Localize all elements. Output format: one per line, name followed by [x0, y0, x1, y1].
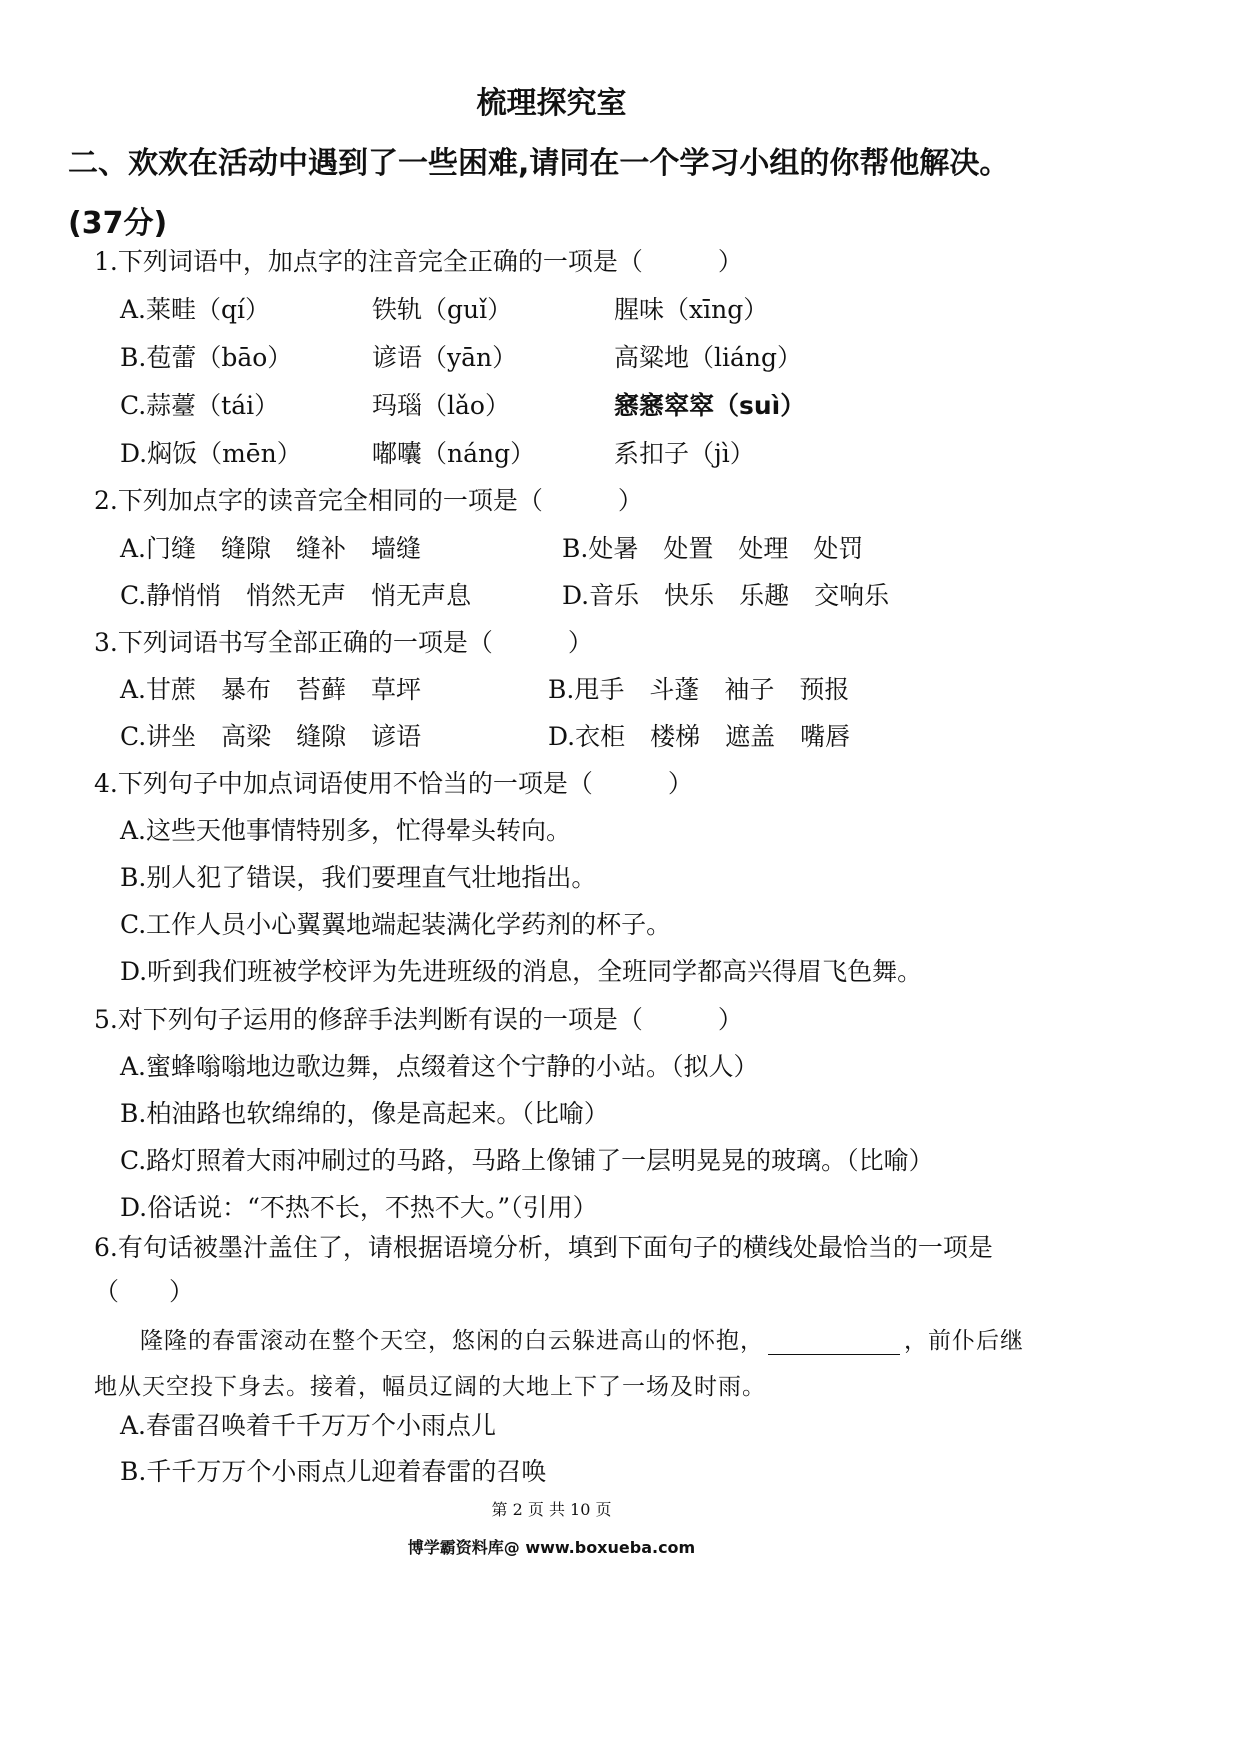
- q3-option-b: B.甩手 斗蓬 袖子 预报: [548, 675, 850, 704]
- q2-option-c: C.静悄悄 悄然无声 悄无声息: [120, 581, 472, 610]
- q6-option-b: B.千千万万个小雨点儿迎着春雷的召唤: [120, 1457, 547, 1486]
- q1-option-c-1: C.蒜薹（tái）: [120, 391, 280, 420]
- q1-option-a-1: A.莱畦（qí）: [120, 295, 271, 324]
- q2-option-a: A.门缝 缝隙 缝补 墙缝: [120, 534, 422, 563]
- question-5-stem: 5.对下列句子运用的修辞手法判断有误的一项是（ ）: [94, 1005, 743, 1034]
- q3-option-c: C.讲坐 高梁 缝隙 谚语: [120, 722, 422, 751]
- q1-option-d-2: 嘟囔（náng）: [372, 439, 536, 468]
- question-6-stem: 6.有句话被墨汁盖住了，请根据语境分析，填到下面句子的横线处最恰当的一项是（ ）: [94, 1233, 993, 1306]
- q3-option-a: A.甘蔗 暴布 苔藓 草坪: [120, 675, 422, 704]
- source-watermark: 博学霸资料库@ www.boxueba.com: [407, 1538, 696, 1557]
- q1-option-a-2: 铁轨（guǐ）: [372, 295, 513, 324]
- q6-passage-after: ，前仆后继地从天空投下身去。接着，幅员辽阔的大地上下了一场及时雨。: [94, 1328, 1024, 1400]
- q6-option-a: A.春雷召唤着千千万万个小雨点儿: [120, 1411, 497, 1440]
- section-heading: 二、欢欢在活动中遇到了一些困难,请同在一个学习小组的你帮他解决。(37分): [68, 146, 1010, 241]
- question-1-stem: 1.下列词语中，加点字的注音完全正确的一项是（ ）: [94, 247, 743, 276]
- question-4-stem: 4.下列句子中加点词语使用不恰当的一项是（ ）: [94, 769, 693, 798]
- page-number-footer: 第 2 页 共 10 页: [491, 1500, 612, 1519]
- q6-answer-blank: [768, 1330, 900, 1355]
- q4-option-b: B.别人犯了错误，我们要理直气壮地指出。: [120, 863, 597, 892]
- q5-option-a: A.蜜蜂嗡嗡地边歌边舞，点缀着这个宁静的小站。（拟人）: [120, 1052, 759, 1081]
- q5-option-b: B.柏油路也软绵绵的，像是高起来。（比喻）: [120, 1099, 609, 1128]
- q1-option-d-1: D.焖饭（mēn）: [120, 439, 302, 468]
- q5-option-d: D.俗话说：“不热不长，不热不大。”（引用）: [120, 1193, 598, 1222]
- q1-option-d-3: 系扣子（jì）: [614, 439, 755, 468]
- q1-option-b-3: 高粱地（liáng）: [614, 343, 803, 372]
- q6-passage-before: 隆隆的春雷滚动在整个天空，悠闲的白云躲进高山的怀抱，: [140, 1328, 764, 1354]
- q4-option-a: A.这些天他事情特别多，忙得晕头转向。: [120, 816, 572, 845]
- question-3-stem: 3.下列词语书写全部正确的一项是（ ）: [94, 628, 593, 657]
- q1-option-c-3: 窸窸窣窣（suì）: [614, 391, 806, 420]
- question-2-stem: 2.下列加点字的读音完全相同的一项是（ ）: [94, 486, 643, 515]
- q3-option-d: D.衣柜 楼梯 遮盖 嘴唇: [548, 722, 851, 751]
- q5-option-c: C.路灯照着大雨冲刷过的马路，马路上像铺了一层明晃晃的玻璃。（比喻）: [120, 1146, 934, 1175]
- q2-option-d: D.音乐 快乐 乐趣 交响乐: [562, 581, 890, 610]
- q1-option-c-2: 玛瑙（lǎo）: [372, 391, 510, 420]
- q4-option-d: D.听到我们班被学校评为先进班级的消息，全班同学都高兴得眉飞色舞。: [120, 957, 923, 986]
- page-title: 梳理探究室: [476, 86, 627, 121]
- q6-passage: [94, 1318, 1039, 1410]
- q4-option-c: C.工作人员小心翼翼地端起装满化学药剂的杯子。: [120, 910, 672, 939]
- q1-option-a-3: 腥味（xīng）: [614, 295, 769, 324]
- q1-option-b-1: B.苞蕾（bāo）: [120, 343, 293, 372]
- q2-option-b: B.处暑 处置 处理 处罚: [562, 534, 864, 563]
- q1-option-b-2: 谚语（yān）: [372, 343, 518, 372]
